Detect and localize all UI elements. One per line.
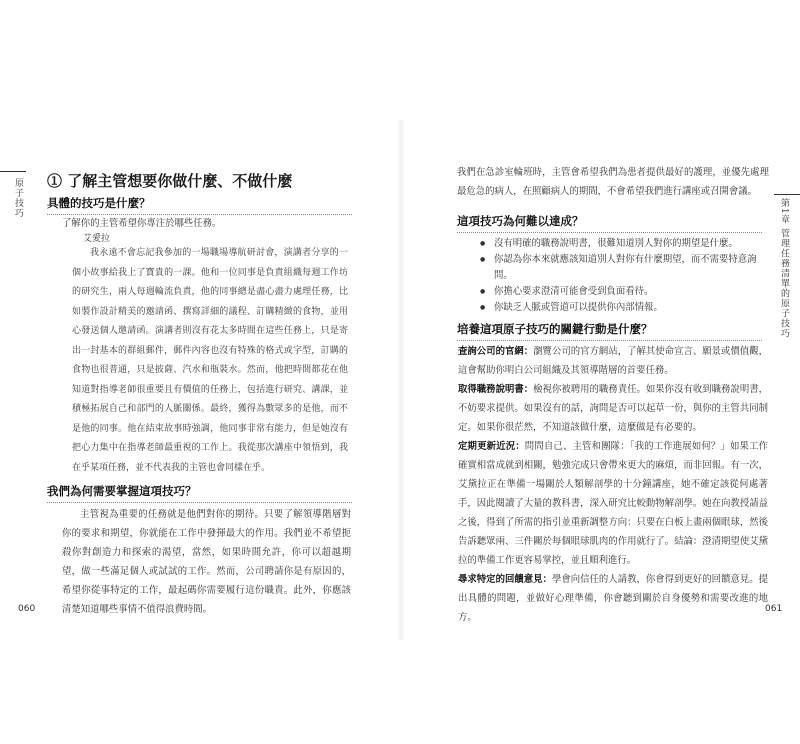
why-text: 主管視為重要的任務就是他們對你的期待。只要了解領導階層對你的要求和期望，你就能在工作中發揮最大的作用。我們並不希望扼殺你對創造力和探索的渴望，當然，如果時間允許，你可以超越期望，做一些滿足個人或試試的工作。然而，公司聘請你是有原因的，希望你從事特定的工作，最起碼你需要履行這份職責。此外，你應該清楚知道哪些事情不值得浪費時間。 <box>62 509 351 615</box>
action-item <box>458 380 768 437</box>
action-text: 問問自己、主管和團隊：「我的工作進展如何？」如果工作確實相當成就到相關，勉強完成只會帶來更大的麻煩，而非回報。有一次，艾黛拉正在準備一場關於人類解剖學的十分鐘講座，她不確定該從何處著手，因此閱讀了大量的教科書，深入研究比較動物解剖學。她在向教授請益之後，得到了所需的指引並重新調整方向：只要在白板上畫兩個眼球，然後告訴聽眾兩、三件關於每個眼球肌肉的作用就行了。結論：澄清期望使艾黛拉的準備工作更容易掌控，並且順利進行。 <box>458 441 768 566</box>
page-number-right: 061 <box>765 604 783 614</box>
list-item: ● 你認為你本來就應該知道別人對你有什麼期望，而不需要特意詢問。 <box>480 252 770 284</box>
heading-rule <box>457 232 762 233</box>
running-head-left: 原子技巧 <box>13 178 23 218</box>
heading-why-text: 我們為何需要掌握這項技巧？ <box>47 484 197 498</box>
heading-hard <box>457 213 584 229</box>
heading-action <box>457 321 653 337</box>
running-head-right: 第1章 管理任務清單的原子技巧 <box>779 198 789 339</box>
list-item: ● 沒有明確的職務說明書，很難知道別人對你的期望是什麼。 <box>480 236 770 252</box>
page-gutter <box>398 120 404 640</box>
list-item: ● 你缺乏人脈或管道可以提供你內部情報。 <box>480 300 770 316</box>
action-term: 取得職務說明書： <box>458 384 534 395</box>
letter-box <box>72 244 348 478</box>
action-item <box>458 570 768 627</box>
action-list <box>458 342 768 627</box>
why-paragraph <box>62 505 351 619</box>
page-number-left: 060 <box>18 604 36 614</box>
top-paragraph <box>457 163 769 201</box>
heading-skill-text: 具體的技巧是什麼？ <box>47 196 151 210</box>
heading-rule <box>457 340 762 341</box>
running-head-rule-left <box>0 171 26 172</box>
heading-action-text: 培養這項原子技巧的關鍵行動是什麼？ <box>457 322 653 336</box>
intro-text: 了解你的主管希望你專注於哪些任務。 <box>62 218 222 229</box>
action-term: 查詢公司的官網： <box>458 346 534 357</box>
obstacle-list <box>480 236 770 316</box>
action-item <box>458 437 768 570</box>
heading-hard-text: 這項技巧為何難以達成？ <box>457 214 584 228</box>
top-paragraph-text: 我們在急診室輪班時，主管會希望我們為患者提供最好的護理，並優先處理最危急的病人，在照顧病人的期間，不會希望我們進行講座或召開會議。 <box>457 167 769 197</box>
action-text: 瀏覽公司的官方網站，了解其使命宣言、願景或價值觀，這會幫助你明白公司組織及其領導階層的首要任務。 <box>458 346 768 376</box>
letter-author-text: 艾愛拉 <box>83 234 111 244</box>
section-title: ① 了解主管想要你做什麼、不做什麼 <box>47 172 293 190</box>
list-item: ● 你擔心要求澄清可能會受到負面看待。 <box>480 284 770 300</box>
running-head-rule-right <box>774 194 800 195</box>
heading-skill <box>47 195 151 211</box>
action-text: 學會向信任的人請教，你會得到更好的回饋意見。提出具體的問題，並做好心理準備，你會聽到關於自身優勢和需要改進的地方。 <box>458 574 768 623</box>
letter-body: 我永遠不會忘記我參加的一場職場導航研討會，演講者分享的一個小故事給我上了寶貴的一課。他和一位同事是負責組織每週工作坊的研究生，兩人每週輪流負責，他的同事總是盡心盡力處理任務，比如製作設計精美的邀請函、撰寫詳細的議程、訂購精緻的食物，並用心發送個人邀請函。演講者則沒有花太多時間在這些任務上，只是寄出一封基本的群組郵件，郵件內容也沒有特殊的格式或字型，訂購的食物也很普通，只是披薩、汽水和瓶裝水。然而，他把時間都花在他知道對指導老師很重要且有價值的任務上，包括進行研究、講課，並積極拓展自己和部門的人脈關係。最終，獲得為數眾多的是他，而不是他的同事。他在結束故事時強調，他同事非常有能力，但是她沒有把心力集中在指導老師最重視的工作上。我從那次講座中領悟到，我在乎某項任務，並不代表我的主管也會同樣在乎。 <box>72 248 348 473</box>
action-term: 定期更新近況： <box>458 441 525 452</box>
heading-rule <box>47 502 352 503</box>
action-text: 檢視你被聘用的職務責任。如果你沒有收到職務說明書，不妨要求提供。如果沒有的話，詢問是否可以起草一份，與你的主管共同制定。如果你很茫然，不知道該做什麼，這麼做是有必要的。 <box>458 384 768 433</box>
action-item <box>458 342 768 380</box>
action-term: 尋求特定的回饋意見： <box>458 574 552 585</box>
heading-why <box>47 483 197 499</box>
